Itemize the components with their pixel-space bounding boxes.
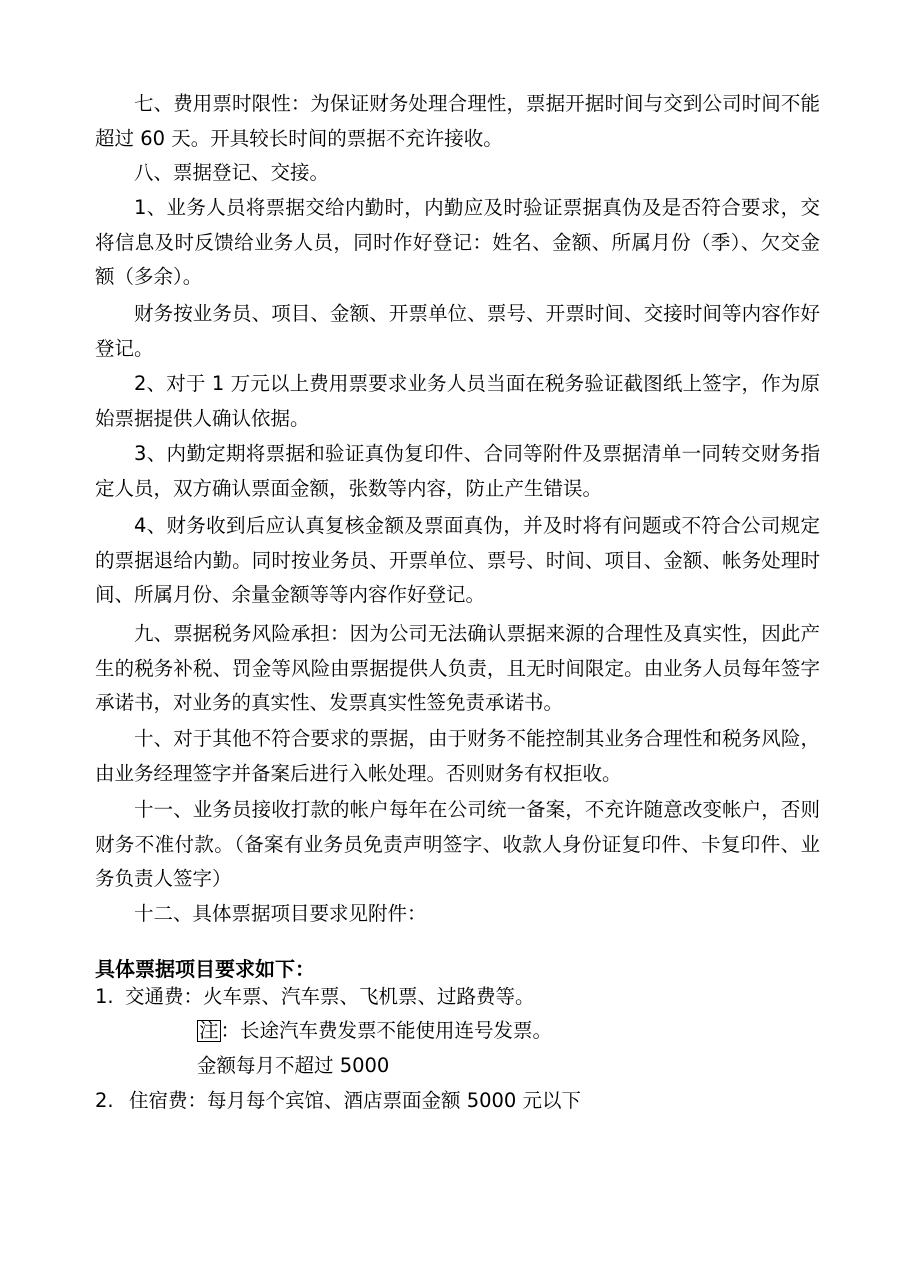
paragraph-8-1-handover: 1、业务人员将票据交给内勤时，内勤应及时验证票据真伪及是否符合要求，交将信息及时反馈给业务人员，同时作好登记：姓名、金额、所属月份（季）、欠交金额（多余）。 [95, 196, 820, 288]
list-number: 2. [95, 1089, 114, 1112]
list-item-text: 住宿费：每月每个宾馆、酒店票面金额 5000 元以下 [129, 1089, 582, 1112]
paragraph-8-3-transfer: 3、内勤定期将票据和验证真伪复印件、合同等附件及票据清单一同转交财务指定人员，双方确认票面金额，张数等内容，防止产生错误。 [95, 442, 820, 500]
attachment-heading: 具体票据项目要求如下： [95, 957, 315, 981]
paragraph-finance-registration: 财务按业务员、项目、金额、开票单位、票号、开票时间、交接时间等内容作好登记。 [95, 302, 820, 360]
paragraph-8-heading: 八、票据登记、交接。 [134, 161, 330, 184]
paragraph-7-invoice-time-limit: 七、费用票时限性：为保证财务处理合理性，票据开据时间与交到公司时间不能超过 60 天。开具较长时间的票据不充许接收。 [95, 92, 820, 150]
paragraph-8-4-review: 4、财务收到后应认真复核金额及票面真伪，并及时将有问题或不符合公司规定的票据退给内勤。同时按业务员、开票单位、票号、时间、项目、金额、帐务处理时间、所属月份、余量金额等等内容作好登记。 [95, 514, 820, 606]
list-item-transport [95, 983, 535, 1011]
paragraph-12-attachment-ref: 十二、具体票据项目要求见附件： [134, 902, 427, 925]
list-item-text: 交通费：火车票、汽车票、飞机票、过路费等。 [125, 985, 535, 1008]
note-line [197, 1017, 552, 1045]
paragraph-9-tax-risk: 九、票据税务风险承担：因为公司无法确认票据来源的合理性及真实性，因此产生的税务补税、罚金等风险由票据提供人负责，且无时间限定。由业务人员每年签字承诺书，对业务的真实性、发票真实性签免责承诺书。 [95, 622, 820, 714]
paragraph-8-2-signature: 2、对于 1 万元以上费用票要求业务人员当面在税务验证截图纸上签字，作为原始票据提供人确认依据。 [95, 372, 820, 430]
list-number: 1. [95, 985, 114, 1008]
paragraph-10-non-compliant: 十、对于其他不符合要求的票据，由于财务不能控制其业务合理性和税务风险，由业务经理签字并备案后进行入帐处理。否则财务有权拒收。 [95, 727, 820, 785]
note-label: 注 [199, 1019, 219, 1042]
monthly-limit-line: 金额每月不超过 5000 [197, 1054, 390, 1077]
paragraph-11-accounts: 十一、业务员接收打款的帐户每年在公司统一备案，不充许随意改变帐户，否则财务不准付款。（备案有业务员免责声明签字、收款人身份证复印件、卡复印件、业务负责人签字） [95, 798, 820, 890]
list-item-lodging [95, 1087, 581, 1115]
note-text: ：长途汽车费发票不能使用连号发票。 [220, 1019, 553, 1042]
